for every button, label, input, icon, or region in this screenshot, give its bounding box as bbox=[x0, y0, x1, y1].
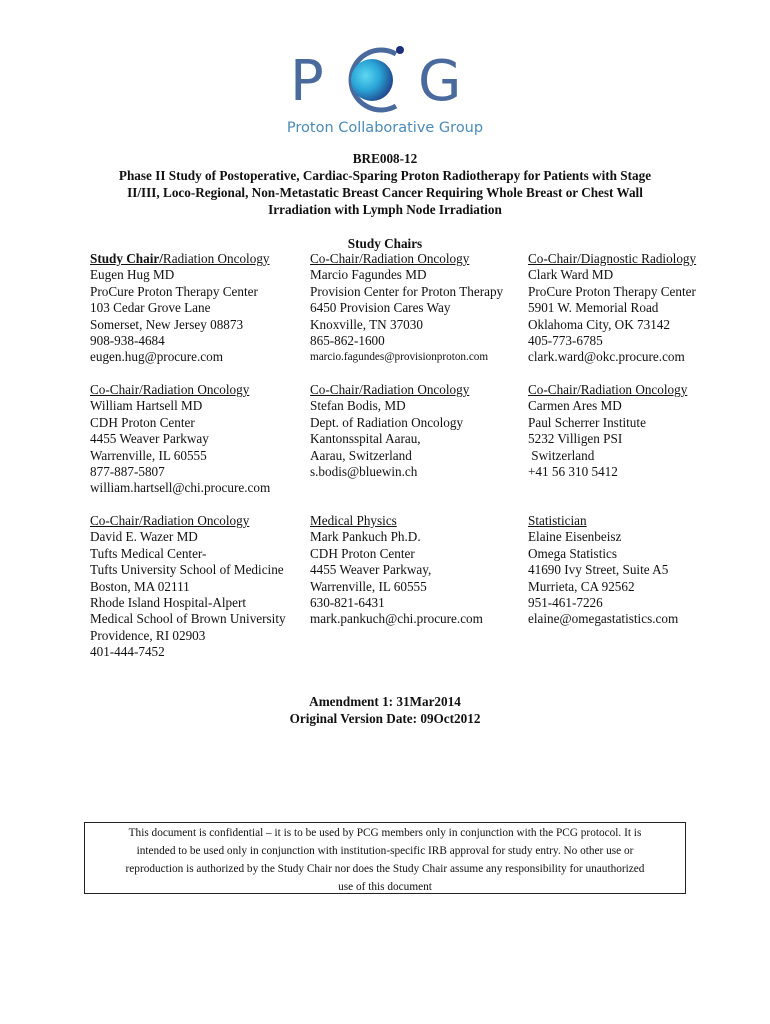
contact-name: Stefan Bodis, MD bbox=[310, 398, 406, 414]
contact-name: William Hartsell MD bbox=[90, 398, 203, 414]
contact-email: s.bodis@bluewin.ch bbox=[310, 464, 418, 480]
contact-phone: 951-461-7226 bbox=[528, 595, 603, 611]
notice-line: reproduction is authorized by the Study Chair nor does the Study Chair assume any responsibility for unauthorized bbox=[125, 863, 645, 875]
contact-name: Clark Ward MD bbox=[528, 267, 614, 283]
contact-bodis bbox=[310, 382, 469, 480]
contact-line: Switzerland bbox=[528, 447, 595, 463]
contact-name: Marcio Fagundes MD bbox=[310, 267, 427, 283]
role-label bbox=[90, 251, 270, 267]
contact-line: 5232 Villigen PSI bbox=[528, 431, 623, 447]
contact-line: 5901 W. Memorial Road bbox=[528, 300, 659, 316]
contact-line: Omega Statistics bbox=[528, 545, 618, 561]
contact-phone: 865-862-1600 bbox=[310, 333, 385, 349]
contact-line: Somerset, New Jersey 08873 bbox=[90, 316, 244, 332]
contact-email: clark.ward@okc.procure.com bbox=[528, 349, 685, 365]
notice-line: use of this document bbox=[338, 881, 432, 893]
contact-email: marcio.fagundes@provisionproton.com bbox=[310, 351, 489, 364]
contact-fagundes bbox=[310, 251, 503, 366]
contact-name: Carmen Ares MD bbox=[528, 398, 622, 414]
contact-phone: 877-887-5807 bbox=[90, 464, 165, 480]
notice-line: intended to be used only in conjunction with institution-specific IRB approval for study entry. No other use or bbox=[136, 845, 634, 857]
contact-line: CDH Proton Center bbox=[310, 545, 415, 561]
contact-phone: 405-773-6785 bbox=[528, 333, 603, 349]
role-label: Co-Chair/Diagnostic Radiology bbox=[528, 251, 697, 266]
contact-phone: 401-444-7452 bbox=[90, 644, 165, 660]
role-label: Co-Chair/Radiation Oncology bbox=[310, 382, 470, 397]
original-version-date: Original Version Date: 09Oct2012 bbox=[289, 711, 481, 726]
contact-line: 41690 Ivy Street, Suite A5 bbox=[528, 562, 669, 578]
pcg-logo bbox=[0, 36, 770, 140]
contact-line: Murrieta, CA 92562 bbox=[528, 578, 635, 594]
protocol-header bbox=[0, 150, 770, 218]
contact-line: Medical School of Brown University bbox=[90, 611, 286, 627]
contact-line: Providence, RI 02903 bbox=[90, 627, 206, 643]
contact-line: Aarau, Switzerland bbox=[310, 447, 412, 463]
contact-line: Boston, MA 02111 bbox=[90, 578, 190, 594]
contact-name: David E. Wazer MD bbox=[90, 529, 198, 545]
contact-hartsell bbox=[90, 382, 270, 497]
role-label: Co-Chair/Radiation Oncology bbox=[90, 382, 250, 397]
protocol-title-line-2: II/III, Loco-Regional, Non-Metastatic Breast Cancer Requiring Whole Breast or Chest Wall bbox=[127, 185, 643, 200]
amendment-date: Amendment 1: 31Mar2014 bbox=[309, 694, 461, 709]
logo-letter-p: P bbox=[290, 49, 324, 114]
role-label: Co-Chair/Radiation Oncology bbox=[528, 382, 688, 397]
contact-line: 6450 Provision Cares Way bbox=[310, 300, 451, 316]
contact-email: mark.pankuch@chi.procure.com bbox=[310, 611, 483, 627]
contact-name: Mark Pankuch Ph.D. bbox=[310, 529, 421, 545]
contact-line: 4455 Weaver Parkway bbox=[90, 431, 209, 447]
contact-line: Warrenville, IL 60555 bbox=[310, 578, 427, 594]
contact-ward bbox=[528, 251, 696, 366]
contact-line: Knoxville, TN 37030 bbox=[310, 316, 423, 332]
contact-line: Rhode Island Hospital-Alpert bbox=[90, 595, 247, 611]
contact-line: ProCure Proton Therapy Center bbox=[528, 283, 696, 299]
contact-email: william.hartsell@chi.procure.com bbox=[90, 480, 271, 496]
contact-line: 4455 Weaver Parkway, bbox=[310, 562, 432, 578]
contact-ares bbox=[528, 382, 687, 480]
protocol-title-line-1: Phase II Study of Postoperative, Cardiac-Sparing Proton Radiotherapy for Patients with Stage bbox=[118, 168, 652, 183]
role-label: Medical Physics bbox=[310, 513, 397, 528]
study-chairs-heading: Study Chairs bbox=[347, 236, 423, 251]
contact-phone: +41 56 310 5412 bbox=[528, 464, 618, 480]
contact-line: 103 Cedar Grove Lane bbox=[90, 300, 211, 316]
contact-line: Paul Scherrer Institute bbox=[528, 414, 646, 430]
contact-line: Provision Center for Proton Therapy bbox=[310, 283, 504, 299]
contact-pankuch bbox=[310, 513, 483, 628]
role-label-bold: Study Chair/ bbox=[90, 251, 163, 266]
contact-line: Dept. of Radiation Oncology bbox=[310, 414, 464, 430]
contact-email: eugen.hug@procure.com bbox=[90, 349, 223, 365]
contact-line: Kantonsspital Aarau, bbox=[310, 431, 421, 447]
contact-phone: 908-938-4684 bbox=[90, 333, 165, 349]
amendment-block bbox=[0, 693, 770, 727]
role-label: Co-Chair/Radiation Oncology bbox=[90, 513, 250, 528]
contact-phone: 630-821-6431 bbox=[310, 595, 385, 611]
notice-line: This document is confidential – it is to be used by PCG members only in conjunction with the PCG protocol. It is bbox=[128, 827, 642, 839]
protocol-id: BRE008-12 bbox=[352, 151, 418, 166]
role-label: Co-Chair/Radiation Oncology bbox=[310, 251, 470, 266]
logo-dot bbox=[396, 46, 404, 54]
contact-line: Warrenville, IL 60555 bbox=[90, 447, 207, 463]
contact-eisenbeisz bbox=[528, 513, 678, 628]
contact-line: Tufts University School of Medicine bbox=[90, 562, 284, 578]
role-label-rest: Radiation Oncology bbox=[162, 251, 270, 266]
contact-name: Elaine Eisenbeisz bbox=[528, 529, 622, 545]
logo-name: Proton Collaborative Group bbox=[286, 120, 484, 136]
role-label: Statistician bbox=[528, 513, 587, 528]
confidentiality-notice bbox=[84, 822, 686, 894]
contact-line: ProCure Proton Therapy Center bbox=[90, 283, 258, 299]
protocol-title-line-3: Irradiation with Lymph Node Irradiation bbox=[268, 202, 502, 217]
contact-line: Tufts Medical Center- bbox=[90, 545, 207, 561]
contact-line: CDH Proton Center bbox=[90, 414, 195, 430]
contact-email: elaine@omegastatistics.com bbox=[528, 611, 679, 627]
logo-letter-g: G bbox=[418, 49, 462, 114]
contact-study-chair bbox=[90, 251, 270, 366]
contact-wazer bbox=[90, 513, 286, 661]
contact-line: Oklahoma City, OK 73142 bbox=[528, 316, 670, 332]
logo-circle bbox=[351, 59, 393, 101]
contact-name: Eugen Hug MD bbox=[90, 267, 175, 283]
